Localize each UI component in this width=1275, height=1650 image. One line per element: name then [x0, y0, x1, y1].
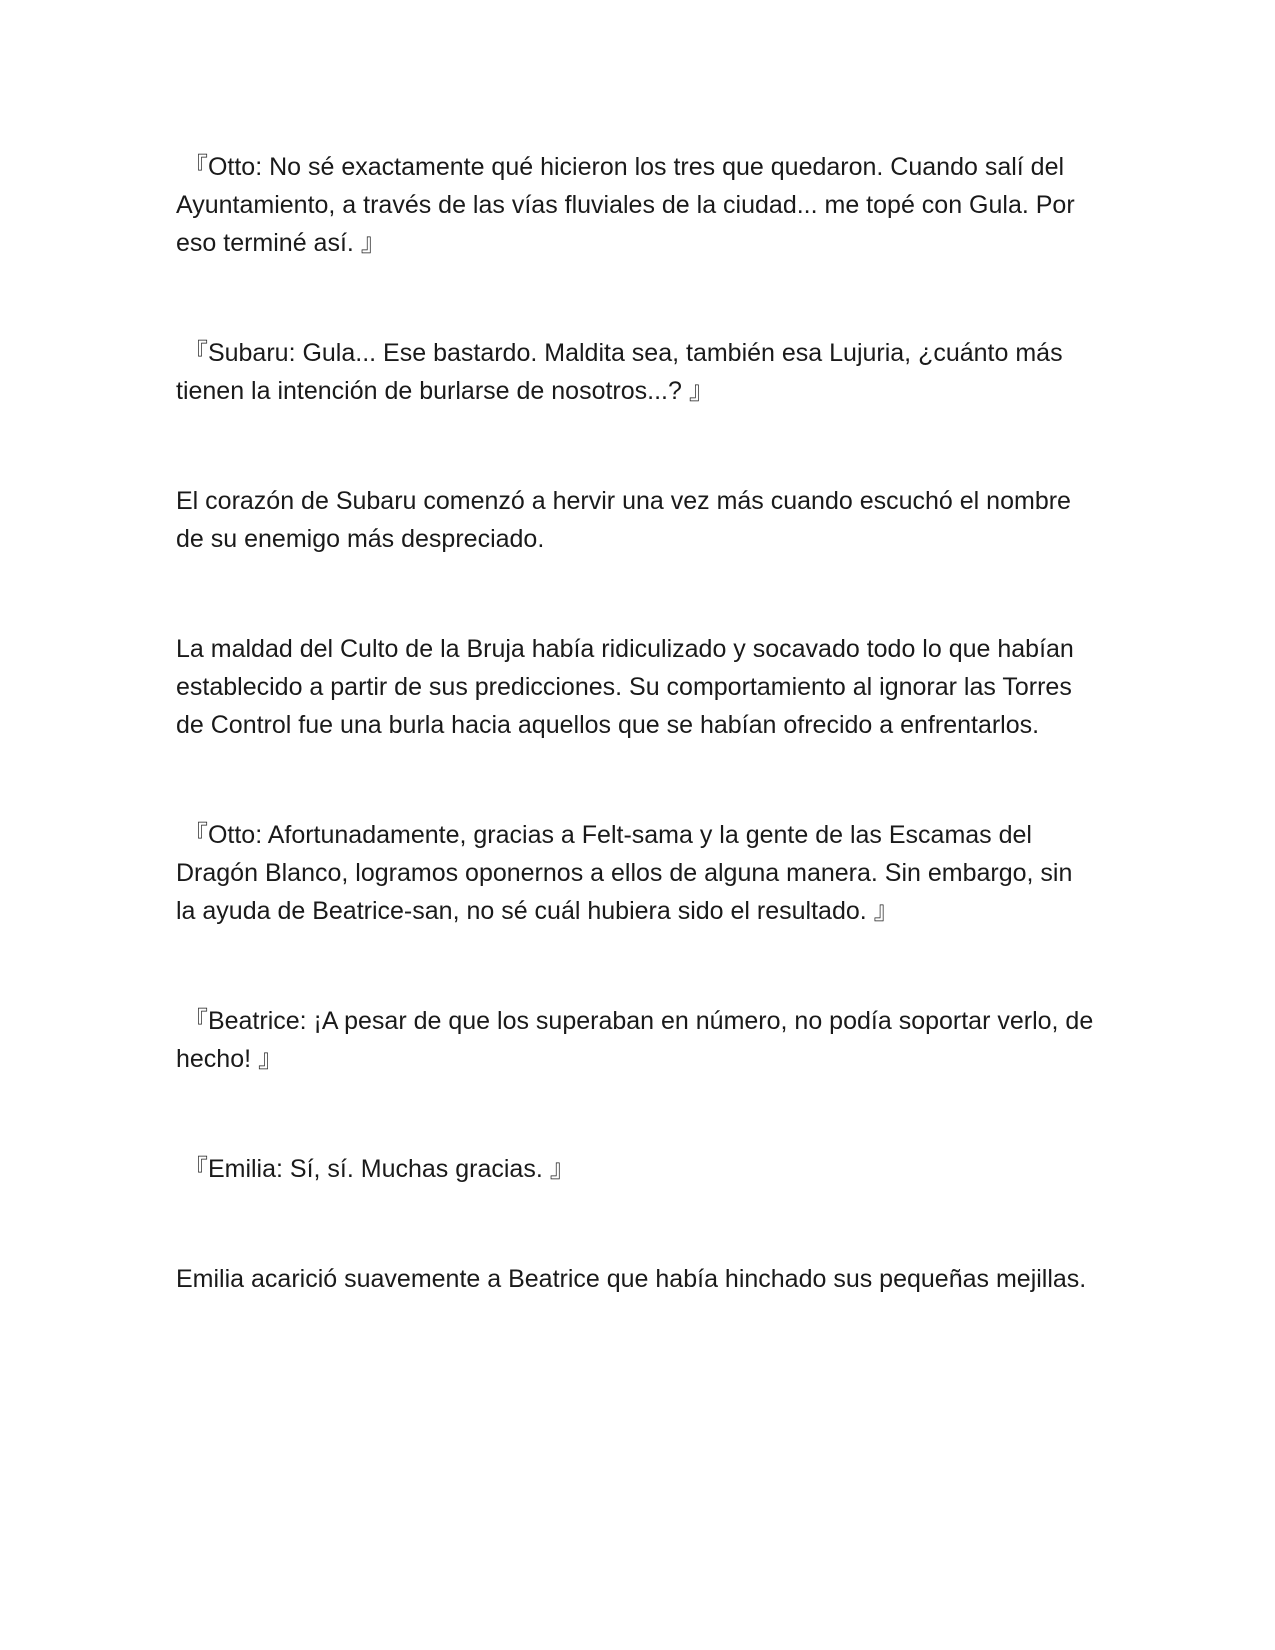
paragraph-narration-1: El corazón de Subaru comenzó a hervir una vez más cuando escuchó el nombre de su enemigo más despreciado. [176, 487, 1078, 553]
paragraph-emilia-dialogue: 『Emilia: Sí, sí. Muchas gracias. 』 [176, 1155, 575, 1183]
paragraph-otto-dialogue-2: 『Otto: Afortunadamente, gracias a Felt-sama y la gente de las Escamas del Dragón Blanco, logramos oponernos a ellos de alguna manera. Sin embargo, sin la ayuda de Beatrice-san, no sé cuál hubiera sido el resultado. 』 [176, 821, 1080, 925]
paragraph-subaru-dialogue: 『Subaru: Gula... Ese bastardo. Maldita sea, también esa Lujuria, ¿cuánto más tienen la intención de burlarse de nosotros...? 』 [176, 339, 1070, 405]
paragraph-narration-2: La maldad del Culto de la Bruja había ridiculizado y socavado todo lo que habían establecido a partir de sus predicciones. Su comportamiento al ignorar las Torres de Control fue una burla hacia aquellos que se habían ofrecido a enfrentarlos. [176, 635, 1081, 739]
paragraph-otto-dialogue-1: 『Otto: No sé exactamente qué hicieron los tres que quedaron. Cuando salí del Ayuntamiento, a través de las vías fluviales de la ciudad... me topé con Gula. Por eso terminé así. 』 [176, 153, 1082, 257]
paragraph-narration-3: Emilia acarició suavemente a Beatrice que había hinchado sus pequeñas mejillas. [176, 1265, 1087, 1293]
document-body [176, 148, 1101, 1298]
paragraph-beatrice-dialogue: 『Beatrice: ¡A pesar de que los superaban en número, no podía soportar verlo, de hecho! 』 [176, 1007, 1101, 1073]
